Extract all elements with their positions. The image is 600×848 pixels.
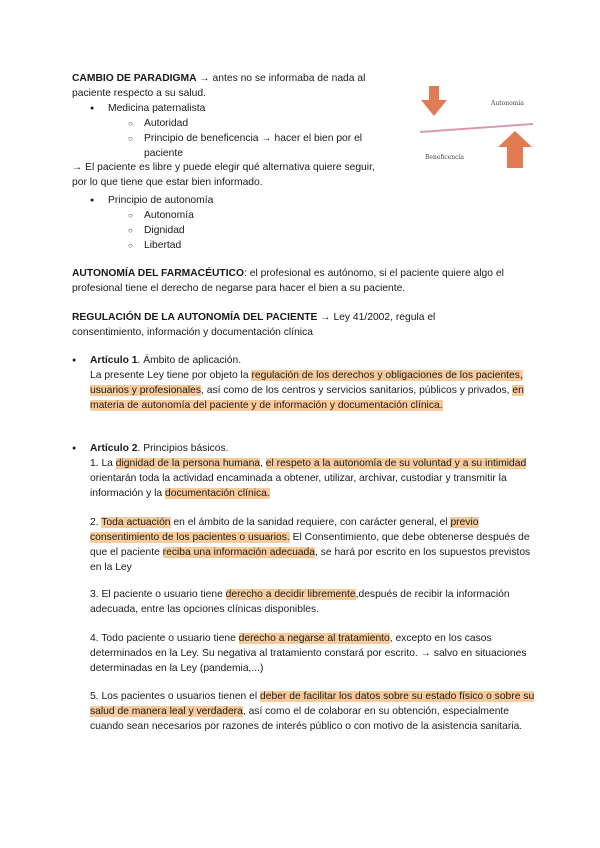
label-beneficence: Beneficencia [425, 154, 465, 161]
highlight: derecho a negarse al tratamiento [238, 633, 390, 644]
highlight: regulación de los derechos y obligaciones de los pacientes, usuarios y profesionales [90, 370, 523, 396]
article-2-title: Artículo 2. Principios básicos. [90, 443, 229, 454]
free-choice-paragraph: → El paciente es libre y puede elegir qué alternativa quiere seguir, por lo que tiene que estar bien informado. [72, 162, 375, 188]
balance-line [420, 124, 533, 132]
paternalism-sublist [108, 116, 402, 161]
list-item: ○ Dignidad [144, 223, 532, 238]
label-autonomy: Autonomía [491, 100, 524, 107]
article-2-point-4: 4. Todo paciente o usuario tiene derecho a negarse al tratamiento, excepto en los casos determinados en la Ley. Su negativa al tratamiento constará por escrito. → salvo en situaciones determinadas en la Ley (pandemia,...) [90, 633, 527, 674]
down-arrow-icon [421, 86, 447, 116]
autonomy-sublist [108, 208, 532, 253]
paternalism-list [72, 101, 402, 161]
list-item: ○ Libertad [144, 238, 532, 253]
list-item: ● Principio de autonomía ○ Autonomía ○ Dignidad ○ Libertad [108, 193, 532, 253]
autonomy-beneficence-diagram [415, 86, 540, 171]
highlight: documentación clínica. [164, 488, 270, 499]
article-2-point-3: 3. El paciente o usuario tiene derecho a decidir libremente,después de recibir la información adecuada, entre las opciones clínicas disponibles. [90, 589, 510, 615]
highlight: Toda actuación [101, 517, 171, 528]
up-arrow-icon [498, 131, 532, 168]
autonomy-list [72, 193, 532, 253]
list-item: ○ Autoridad [144, 116, 402, 131]
article-2-point-2: 2. Toda actuación en el ámbito de la sanidad requiere, con carácter general, el previo consentimiento de los pacientes o usuarios. El Consentimiento, que debe obtenerse después de que el paciente reciba una información adecuada, se hará por escrito en los supuestos previstos en la Ley [90, 517, 531, 573]
bullet-icon: ● [72, 445, 77, 452]
autonomy-principle-section [72, 193, 532, 253]
paradigm-heading: CAMBIO DE PARADIGMA [72, 73, 197, 84]
article-1 [72, 353, 535, 413]
article-2 [72, 441, 535, 501]
pharmacist-autonomy-paragraph: AUTONOMÍA DEL FARMACÉUTICO: el profesional es autónomo, si el paciente quiere algo el profesional tiene el derecho de negarse para hacer el bien a su paciente. [72, 268, 504, 294]
article-1-title: Artículo 1. Ámbito de aplicación. [90, 355, 242, 366]
list-item: ○ Autonomía [144, 208, 532, 223]
paradigm-intro: CAMBIO DE PARADIGMA → antes no se informaba de nada al paciente respecto a su salud. [72, 73, 366, 99]
article-2-point-5: 5. Los pacientes o usuarios tienen el deber de facilitar los datos sobre su estado físico o sobre su salud de manera leal y verdadera, así como el de colaborar en su obtención, especialmente cuando sean necesarios por razones de interés público o con motivo de la asistencia sanitaria. [90, 691, 535, 732]
article-1-text: La presente Ley tiene por objeto la regulación de los derechos y obligaciones de los pacientes, usuarios y profesionales, así como de los centros y servicios sanitarios, públicos y privados, en materia de autonomía del paciente y de información y documentación clínica. [90, 370, 524, 411]
article-2-point-1: 1. La dignidad de la persona humana, el respeto a la autonomía de su voluntad y a su intimidad orientarán toda la actividad encaminada a obtener, utilizar, archivar, custodiar y transmitir la información y la documentación clínica. [90, 458, 527, 499]
paradigm-section [72, 71, 402, 161]
highlight: en materia de autonomía del paciente y de información y documentación clínica. [90, 385, 524, 411]
list-item: ● Medicina paternalista ○ Autoridad ○ Principio de beneficencia → hacer el bien por el paciente [108, 101, 402, 161]
highlight: derecho a decidir libremente [225, 589, 356, 600]
highlight: previo consentimiento de los pacientes o usuarios. [90, 517, 479, 543]
pharmacist-heading: AUTONOMÍA DEL FARMACÉUTICO [72, 268, 244, 279]
regulation-paragraph: REGULACIÓN DE LA AUTONOMÍA DEL PACIENTE → Ley 41/2002, regula el consentimiento, información y documentación clínica [72, 312, 436, 338]
list-item: ○ Principio de beneficencia → hacer el bien por el paciente [144, 131, 402, 161]
highlight: dignidad de la persona humana [115, 458, 261, 469]
bullet-icon: ● [72, 357, 77, 364]
regulation-heading: REGULACIÓN DE LA AUTONOMÍA DEL PACIENTE [72, 312, 318, 323]
highlight: el respeto a la autonomía de su voluntad y a su intimidad [265, 458, 527, 469]
highlight: deber de facilitar los datos sobre su estado físico o sobre su salud de manera leal y verdadera [90, 691, 535, 717]
highlight: reciba una información adecuada [162, 547, 315, 558]
